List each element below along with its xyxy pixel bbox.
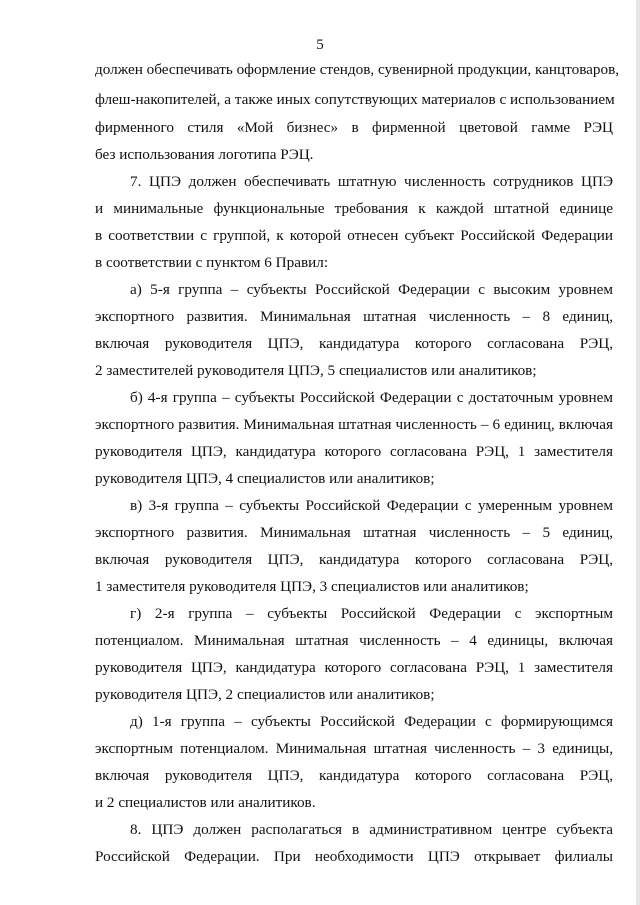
text-line: руководителя ЦПЭ, 2 специалистов или аналитиков; bbox=[95, 686, 435, 703]
text-line: должен обеспечивать оформление стендов, сувенирной продукции, канцтоваров, bbox=[95, 61, 620, 78]
text-line: 1 заместителя руководителя ЦПЭ, 3 специалистов или аналитиков; bbox=[95, 578, 529, 595]
text-line: руководителя ЦПЭ, кандидатура которого согласована РЭЦ, 1 заместителя bbox=[95, 659, 613, 676]
text-line: в) 3-я группа – субъекты Российской Федерации с умеренным уровнем bbox=[130, 497, 613, 514]
text-line: флеш-накопителей, а также иных сопутствующих материалов с использованием bbox=[95, 91, 615, 108]
text-line: руководителя ЦПЭ, 4 специалистов или аналитиков; bbox=[95, 470, 435, 487]
text-line: и минимальные функциональные требования к каждой штатной единице bbox=[95, 200, 613, 217]
text-line: включая руководителя ЦПЭ, кандидатура которого согласована РЭЦ, bbox=[95, 551, 613, 568]
text-line: включая руководителя ЦПЭ, кандидатура которого согласована РЭЦ, bbox=[95, 335, 613, 352]
text-line: б) 4-я группа – субъекты Российской Федерации с достаточным уровнем bbox=[130, 389, 613, 406]
text-line: 2 заместителей руководителя ЦПЭ, 5 специалистов или аналитиков; bbox=[95, 362, 537, 379]
text-line: руководителя ЦПЭ, кандидатура которого согласована РЭЦ, 1 заместителя bbox=[95, 443, 613, 460]
text-line: д) 1-я группа – субъекты Российской Федерации с формирующимся bbox=[130, 713, 613, 730]
text-line: потенциалом. Минимальная штатная численность – 4 единицы, включая bbox=[95, 632, 613, 649]
text-line: 8. ЦПЭ должен располагаться в административном центре субъекта bbox=[130, 821, 613, 838]
text-line: без использования логотипа РЭЦ. bbox=[95, 146, 314, 163]
text-line: а) 5-я группа – субъекты Российской Федерации с высоким уровнем bbox=[130, 281, 613, 298]
text-line: г) 2-я группа – субъекты Российской Федерации с экспортным bbox=[130, 605, 613, 622]
text-line: 7. ЦПЭ должен обеспечивать штатную численность сотрудников ЦПЭ bbox=[130, 173, 613, 190]
text-line: фирменного стиля «Мой бизнес» в фирменной цветовой гамме РЭЦ bbox=[95, 119, 613, 136]
text-line: экспортного развития. Минимальная штатная численность – 5 единиц, bbox=[95, 524, 613, 541]
text-line: в соответствии с пунктом 6 Правил: bbox=[95, 254, 329, 271]
text-line: экспортного развития. Минимальная штатная численность – 6 единиц, включая bbox=[95, 416, 613, 433]
text-line: включая руководителя ЦПЭ, кандидатура которого согласована РЭЦ, bbox=[95, 767, 613, 784]
text-line: экспортным потенциалом. Минимальная штатная численность – 3 единицы, bbox=[95, 740, 613, 757]
text-line: Российской Федерации. При необходимости ЦПЭ открывает филиалы bbox=[95, 848, 613, 865]
text-line: в соответствии с группой, к которой отнесен субъект Российской Федерации bbox=[95, 227, 613, 244]
page-number: 5 bbox=[316, 37, 324, 53]
text-line: экспортного развития. Минимальная штатная численность – 8 единиц, bbox=[95, 308, 613, 325]
scan-edge bbox=[636, 0, 640, 905]
text-line: и 2 специалистов или аналитиков. bbox=[95, 794, 316, 811]
